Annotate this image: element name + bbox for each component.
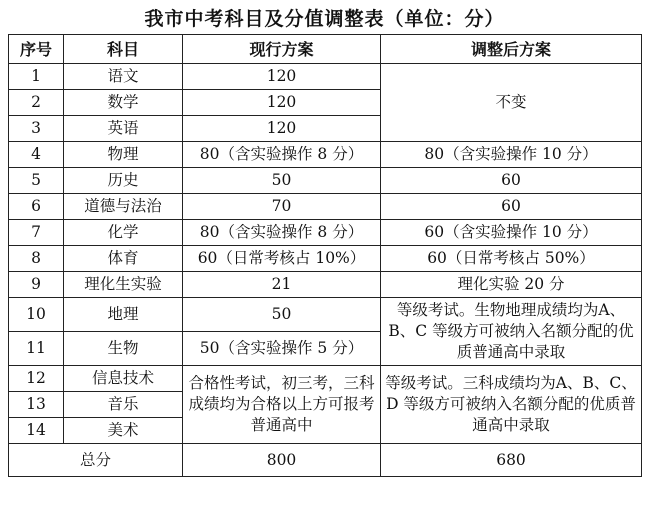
- row-current: 50: [183, 298, 381, 332]
- table-title: 我市中考科目及分值调整表（单位：分）: [144, 8, 505, 30]
- row-current: 70: [183, 194, 381, 220]
- row-subject: 生物: [64, 332, 183, 366]
- row-subject: 地理: [64, 298, 183, 332]
- score-adjustment-table: [8, 34, 642, 477]
- row-subject: 音乐: [64, 392, 183, 418]
- table-row: [9, 298, 642, 332]
- header-subject: 科目: [64, 35, 183, 64]
- header-adjusted: 调整后方案: [381, 35, 642, 64]
- row-current: 21: [183, 272, 381, 298]
- table-row: [9, 366, 642, 392]
- row-subject: 历史: [64, 168, 183, 194]
- row-current: 80（含实验操作 8 分）: [183, 142, 381, 168]
- row-current: 60（日常考核占 10%）: [183, 246, 381, 272]
- arts-current-cell: 合格性考试，初三考，三科成绩均为合格以上方可报考普通高中: [183, 366, 381, 444]
- row-no: 9: [9, 272, 64, 298]
- header-no: 序号: [9, 35, 64, 64]
- row-subject: 化学: [64, 220, 183, 246]
- row-subject: 道德与法治: [64, 194, 183, 220]
- total-adjusted: 680: [381, 444, 642, 477]
- row-adjusted: 60（日常考核占 50%）: [381, 246, 642, 272]
- row-subject: 信息技术: [64, 366, 183, 392]
- row-current: 50: [183, 168, 381, 194]
- row-current: 80（含实验操作 8 分）: [183, 220, 381, 246]
- row-no: 2: [9, 90, 64, 116]
- row-no: 14: [9, 418, 64, 444]
- row-adjusted-unchanged: 不变: [381, 64, 642, 142]
- geo-bio-adjusted-cell: 等级考试。生物地理成绩均为A、B、C 等级方可被纳入名额分配的优质普通高中录取: [381, 298, 642, 366]
- total-current: 800: [183, 444, 381, 477]
- row-current: 120: [183, 64, 381, 90]
- row-subject: 理化生实验: [64, 272, 183, 298]
- row-adjusted: 80（含实验操作 10 分）: [381, 142, 642, 168]
- header-row: [9, 35, 642, 64]
- row-subject: 美术: [64, 418, 183, 444]
- row-current: 120: [183, 116, 381, 142]
- row-no: 8: [9, 246, 64, 272]
- row-no: 7: [9, 220, 64, 246]
- row-no: 13: [9, 392, 64, 418]
- row-adjusted: 60: [381, 168, 642, 194]
- row-current: 50（含实验操作 5 分）: [183, 332, 381, 366]
- row-no: 11: [9, 332, 64, 366]
- row-adjusted: 理化实验 20 分: [381, 272, 642, 298]
- row-no: 1: [9, 64, 64, 90]
- row-no: 3: [9, 116, 64, 142]
- row-subject: 体育: [64, 246, 183, 272]
- table-row: [9, 142, 642, 168]
- row-subject: 英语: [64, 116, 183, 142]
- row-subject: 数学: [64, 90, 183, 116]
- table-row: [9, 220, 642, 246]
- header-current: 现行方案: [183, 35, 381, 64]
- row-no: 12: [9, 366, 64, 392]
- total-row: [9, 444, 642, 477]
- row-no: 5: [9, 168, 64, 194]
- table-row: [9, 246, 642, 272]
- row-no: 10: [9, 298, 64, 332]
- arts-adjusted-cell: 等级考试。三科成绩均为A、B、C、D 等级方可被纳入名额分配的优质普通高中录取: [381, 366, 642, 444]
- row-adjusted: 60（含实验操作 10 分）: [381, 220, 642, 246]
- row-subject: 语文: [64, 64, 183, 90]
- row-no: 6: [9, 194, 64, 220]
- table-row: [9, 64, 642, 90]
- table-row: [9, 272, 642, 298]
- table-row: [9, 194, 642, 220]
- row-no: 4: [9, 142, 64, 168]
- row-current: 120: [183, 90, 381, 116]
- total-label: 总分: [9, 444, 183, 477]
- row-adjusted: 60: [381, 194, 642, 220]
- table-row: [9, 168, 642, 194]
- row-subject: 物理: [64, 142, 183, 168]
